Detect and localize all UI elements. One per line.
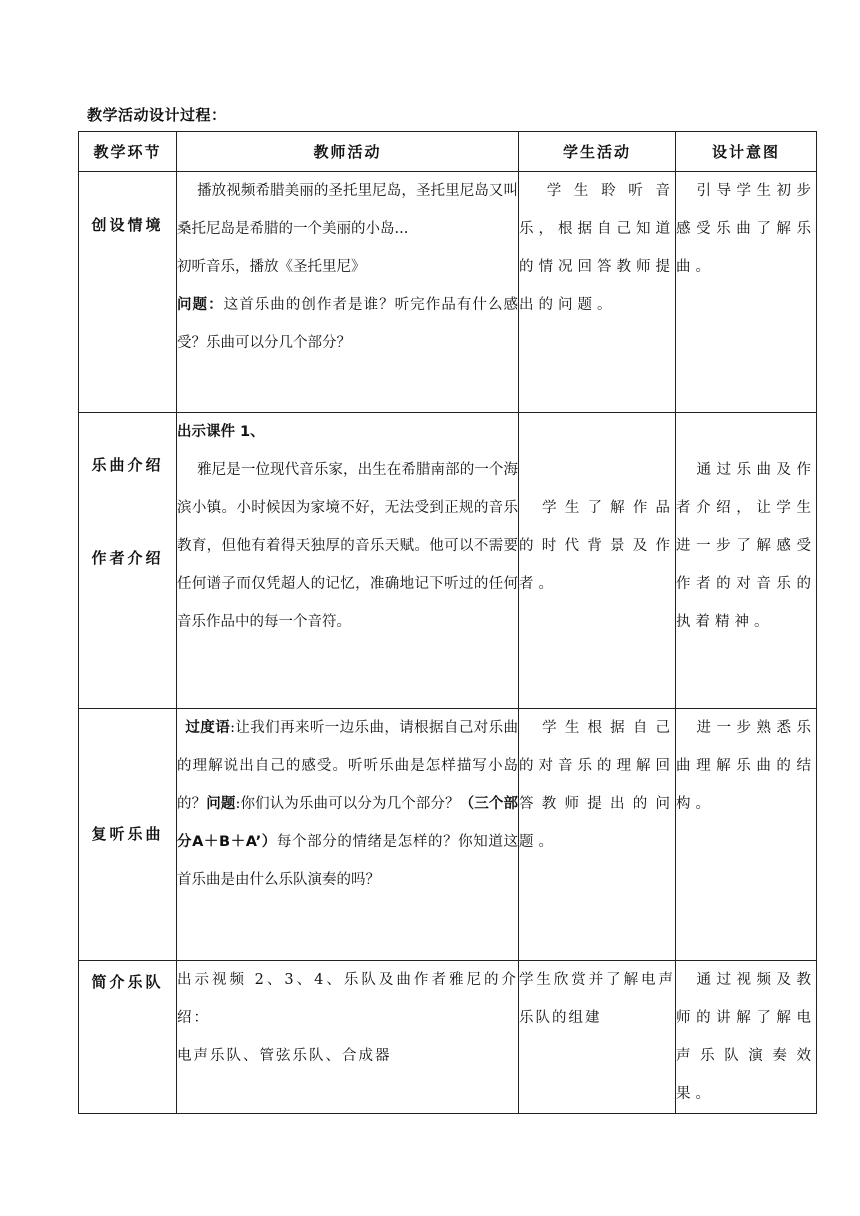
teacher-question: 问题：这首乐曲的创作者是谁？听完作品有什么感受？乐曲可以分几个部分？ [177, 297, 519, 351]
intent-cell [676, 413, 817, 709]
student-cell [519, 172, 676, 413]
stage-cell [79, 413, 177, 709]
column-header-student: 学生活动 [519, 132, 676, 172]
stage-label-secondary: 作者介绍 [91, 549, 164, 567]
teacher-paragraph: 出示视频 2、3、4、乐队及曲作者雅尼的介绍： [177, 972, 518, 1026]
student-activity-text: 学生根据自己的对音乐的理解回答教师提出的问题。 [519, 720, 675, 850]
table-row [79, 961, 817, 1114]
table-row [79, 709, 817, 961]
intent-text: 通过乐曲及作者介绍，让学生进一步了解感受作者的对音乐的执着精神。 [676, 462, 816, 630]
student-activity-text: 学生了解作品的时代背景及作者。 [519, 500, 675, 592]
column-header-intent: 设计意图 [676, 132, 817, 172]
column-header-teacher: 教师活动 [177, 132, 519, 172]
teacher-cell [177, 961, 519, 1114]
stage-label: 创设情境 [91, 216, 164, 234]
teacher-cell [177, 172, 519, 413]
teacher-paragraph: 雅尼是一位现代音乐家，出生在希腊南部的一个海滨小镇。小时候因为家境不好，无法受到正规的音乐教育，但他有着得天独厚的音乐天赋。他可以不需要任何谱子而仅凭超人的记忆，准确地记下听过的任何音乐作品中的每一个音符。 [177, 462, 518, 630]
table-row [79, 413, 817, 709]
stage-cell [79, 709, 177, 961]
stage-label: 简介乐队 [91, 973, 164, 991]
intent-text: 进一步熟悉乐曲理解乐曲的结构。 [676, 720, 816, 812]
intent-text: 引导学生初步感受乐曲了解乐曲。 [676, 183, 816, 275]
stage-label: 复听乐曲 [91, 825, 164, 843]
student-cell [519, 413, 676, 709]
teacher-paragraph: 过度语:让我们再来听一边乐曲，请根据自己对乐曲的理解说出自己的感受。听听乐曲是怎样描写小岛的？问题:你们认为乐曲可以分为几个部分？（三个部分A＋B＋A’）每个部分的情绪是怎样的？你知道这首乐曲是由什么乐队演奏的吗？ [177, 720, 519, 888]
header-row [79, 132, 817, 172]
teacher-slide-title: 出示课件 1、 [177, 424, 265, 440]
student-cell [519, 961, 676, 1114]
stage-cell [79, 961, 177, 1114]
column-header-stage: 教学环节 [79, 132, 177, 172]
teacher-paragraph: 播放视频希腊美丽的圣托里尼岛，圣托里尼岛又叫桑托尼岛是希腊的一个美丽的小岛... [177, 183, 518, 237]
intent-cell [676, 961, 817, 1114]
student-cell [519, 709, 676, 961]
stage-label: 乐曲介绍 [91, 456, 164, 474]
student-activity-text: 学生聆听音乐，根据自己知道的情况回答教师提出的问题。 [519, 183, 675, 313]
teacher-cell [177, 413, 519, 709]
intent-cell [676, 709, 817, 961]
stage-cell [79, 172, 177, 413]
teacher-paragraph: 电声乐队、管弦乐队、合成器 [177, 1048, 392, 1064]
student-activity-text: 学生欣赏并了解电声乐队的组建 [519, 972, 675, 1026]
intent-text: 通过视频及教师的讲解了解电声乐队演奏效果。 [676, 972, 816, 1102]
teacher-paragraph: 初听音乐，播放《圣托里尼》 [177, 259, 366, 275]
teacher-cell [177, 709, 519, 961]
intent-cell [676, 172, 817, 413]
page-heading: 教学活动设计过程： [87, 106, 227, 124]
table-row [79, 172, 817, 413]
lesson-plan-table [78, 131, 817, 1114]
